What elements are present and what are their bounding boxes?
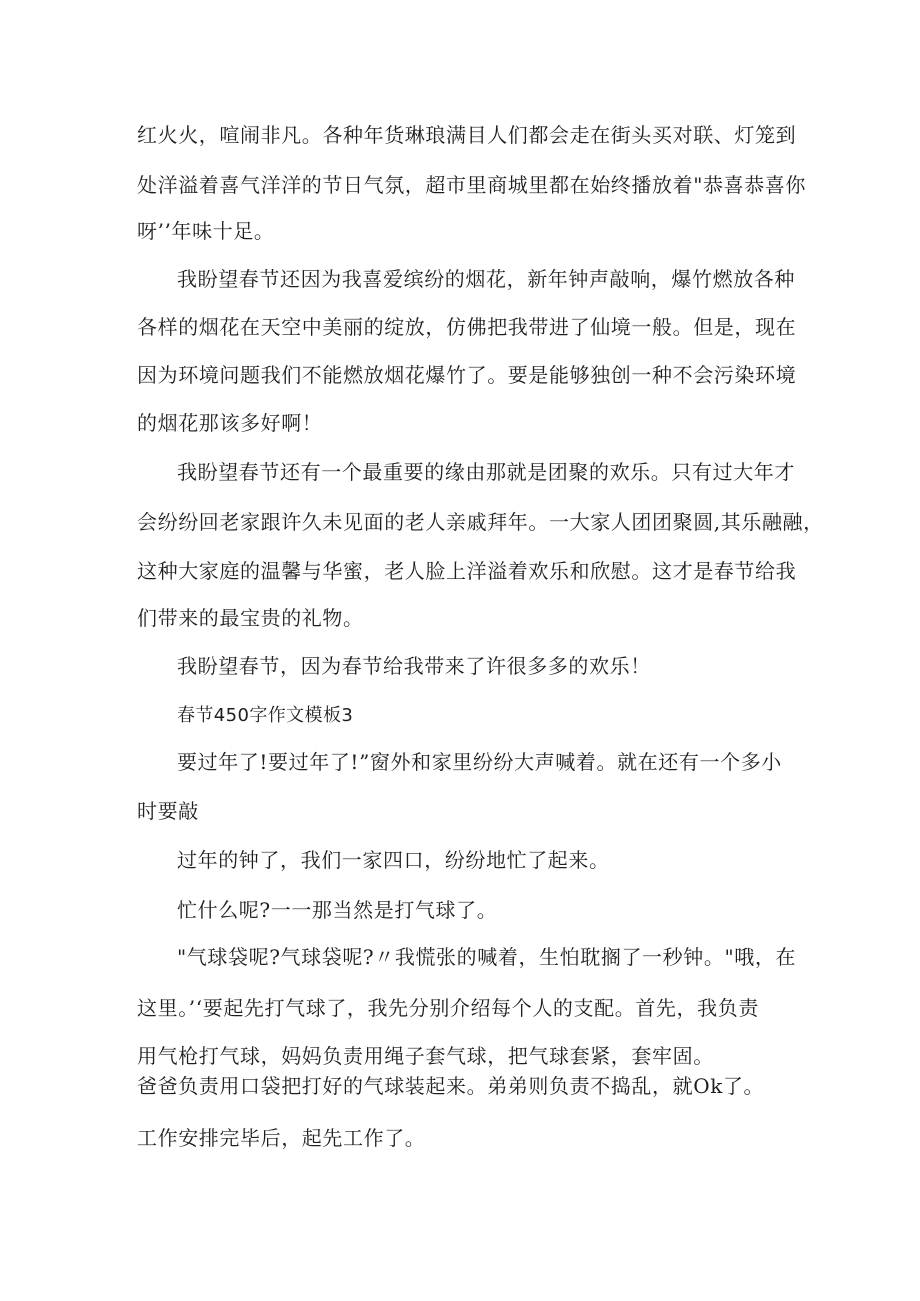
paragraph-line: 时要敲 xyxy=(137,799,199,823)
paragraph-line: 因为环境问题我们不能燃放烟花爆竹了。要是能够独创一种不会污染环境 xyxy=(137,363,797,387)
paragraph-line: 会纷纷回老家跟许久未见面的老人亲戚拜年。一大家人团团聚圆,其乐融融， xyxy=(137,510,824,534)
paragraph-line: 红火火，喧闹非凡。各种年货琳琅满目人们都会走在街头买对联、灯笼到 xyxy=(137,123,797,147)
paragraph-line: 这种大家庭的温馨与华蜜，老人脸上洋溢着欢乐和欣慰。这才是春节给我 xyxy=(137,559,797,583)
paragraph-line: 们带来的最宝贵的礼物。 xyxy=(137,606,364,630)
paragraph-line: 要过年了!要过年了!”窗外和家里纷纷大声喊着。就在还有一个多小 xyxy=(177,750,782,774)
paragraph-line: 用气枪打气球，妈妈负责用绳子套气球，把气球套紧，套牢固。 xyxy=(137,1044,714,1068)
paragraph-line: 工作安排完毕后，起先工作了。 xyxy=(137,1126,426,1150)
paragraph-line: 各样的烟花在天空中美丽的绽放，仿佛把我带进了仙境一般。但是，现在 xyxy=(137,315,797,339)
paragraph-line: 我盼望春节，因为春节给我带来了许很多多的欢乐！ xyxy=(177,654,651,678)
section-heading: 春节450字作文模板3 xyxy=(177,705,354,726)
paragraph-line: 处洋溢着喜气洋洋的节日气氛，超市里商城里都在始终播放着"恭喜恭喜你 xyxy=(137,173,806,197)
paragraph-line: 这里。’‘要起先打气球了，我先分别介绍每个人的支配。首先，我负责 xyxy=(137,996,759,1020)
paragraph-line: 过年的钟了，我们一家四口，纷纷地忙了起来。 xyxy=(177,848,610,872)
paragraph-line: 我盼望春节还有一个最重要的缘由那就是团聚的欢乐。只有过大年才 xyxy=(177,460,795,484)
paragraph-line: 的烟花那该多好啊！ xyxy=(137,411,323,435)
paragraph-line: 我盼望春节还因为我喜爱缤纷的烟花，新年钟声敲响，爆竹燃放各种 xyxy=(177,267,795,291)
paragraph-line: "气球袋呢?气球袋呢?〃我慌张的喊着，生怕耽搁了一秒钟。"哦，在 xyxy=(177,945,797,969)
paragraph-line: 忙什么呢?一一那当然是打气球了。 xyxy=(177,898,498,922)
paragraph-line: 呀’’年味十足。 xyxy=(137,219,275,243)
paragraph-line: 爸爸负责用口袋把打好的气球装起来。弟弟则负责不捣乱，就Ok了。 xyxy=(137,1074,765,1098)
